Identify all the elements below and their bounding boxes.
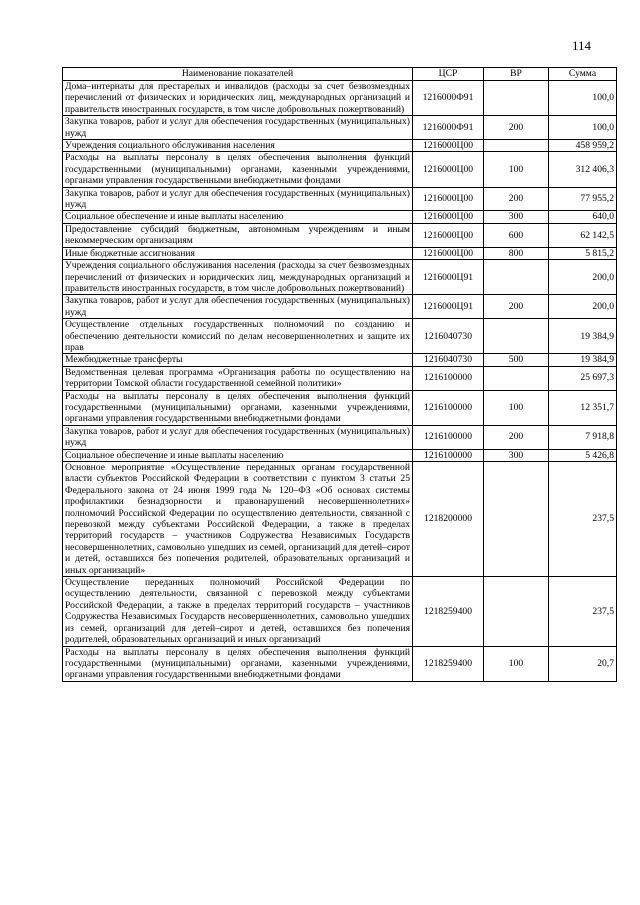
row-sum-cell: 312 406,3: [549, 152, 617, 187]
row-vr-cell: 200: [484, 425, 549, 449]
row-csr-cell: 1216000Ц00: [413, 247, 484, 259]
row-name-cell: Закупка товаров, работ и услуг для обеспечения государственных (муниципальных) нужд: [63, 295, 413, 319]
row-name-cell: Социальное обеспечение и иные выплаты населению: [63, 449, 413, 461]
row-name-cell: Основное мероприятие «Осуществление переданных органам государственной власти субъектов Российской Федерации в соответствии с пунктом 3 статьи 25 Федерального закона от 24 июня 1999 года № 120–ФЗ «Об основах системы профилактики безнадзорности и правонарушений несовершеннолетних» полномочий Российской Федерации по осуществлению деятельности, связанной с перевозкой между субъектами Российской Федерации, а также в пределах территорий государств – участников Содружества Независимых Государств несовершеннолетних, самовольно ушедших из семей, организаций для детей–сирот и детей, оставшихся без попечения родителей, образовательных организаций и иных организаций»: [63, 462, 413, 577]
row-sum-cell: 20,7: [549, 646, 617, 681]
table-row: [63, 295, 617, 319]
row-name-cell: Расходы на выплаты персоналу в целях обеспечения выполнения функций государственными (муниципальными) органами, казенными учреждениями, органами управления государственными внебюджетными фондами: [63, 152, 413, 187]
row-sum-cell: 62 142,5: [549, 223, 617, 247]
row-name-cell: Учреждения социального обслуживания населения (расходы за счет безвозмездных перечислений от физических и юридических лиц, международных организаций и правительств иностранных государств, в том числе добровольных пожертвований): [63, 260, 413, 295]
row-vr-cell: 100: [484, 152, 549, 187]
row-vr-cell: 300: [484, 449, 549, 461]
row-sum-cell: 640,0: [549, 211, 617, 223]
row-vr-cell: 200: [484, 116, 549, 140]
row-vr-cell: [484, 366, 549, 390]
table-row: [63, 390, 617, 425]
row-vr-cell: [484, 577, 549, 646]
table-row: [63, 366, 617, 390]
table-row: [63, 354, 617, 366]
row-name-cell: Социальное обеспечение и иные выплаты населению: [63, 211, 413, 223]
table-row: [63, 211, 617, 223]
row-vr-cell: 100: [484, 390, 549, 425]
row-vr-cell: 200: [484, 187, 549, 211]
budget-table: [62, 67, 617, 682]
table-row: [63, 462, 617, 577]
table-row: [63, 646, 617, 681]
row-vr-cell: 300: [484, 211, 549, 223]
row-name-cell: Закупка товаров, работ и услуг для обеспечения государственных (муниципальных) нужд: [63, 187, 413, 211]
row-csr-cell: 1216100000: [413, 425, 484, 449]
table-row: [63, 319, 617, 354]
row-csr-cell: 1216000Ц91: [413, 260, 484, 295]
row-vr-cell: 200: [484, 295, 549, 319]
row-csr-cell: 1216100000: [413, 390, 484, 425]
row-sum-cell: 12 351,7: [549, 390, 617, 425]
row-name-cell: Предоставление субсидий бюджетным, автономным учреждениям и иным некоммерческим организациям: [63, 223, 413, 247]
row-csr-cell: 1216000Ц91: [413, 295, 484, 319]
row-name-cell: Закупка товаров, работ и услуг для обеспечения государственных (муниципальных) нужд: [63, 116, 413, 140]
row-vr-cell: 800: [484, 247, 549, 259]
header-sum: Сумма: [549, 68, 617, 81]
row-sum-cell: 458 959,2: [549, 140, 617, 152]
row-csr-cell: 1216100000: [413, 449, 484, 461]
row-vr-cell: [484, 319, 549, 354]
row-vr-cell: 500: [484, 354, 549, 366]
row-name-cell: Расходы на выплаты персоналу в целях обеспечения выполнения функций государственными (муниципальными) органами, казенными учреждениями, органами управления государственными внебюджетными фондами: [63, 390, 413, 425]
row-name-cell: Дома–интернаты для престарелых и инвалидов (расходы за счет безвозмездных перечислений от физических и юридических лиц, международных организаций и правительств иностранных государств, в том числе добровольных пожертвований): [63, 81, 413, 116]
row-name-cell: Осуществление переданных полномочий Российской Федерации по осуществлению деятельности, связанной с перевозкой между субъектами Российской Федерации, а также в пределах территорий государств – участников Содружества Независимых Государств несовершеннолетних, самовольно ушедших из семей, организаций для детей–сирот и детей, оставшихся без попечения родителей, образовательных организаций и иных организаций: [63, 577, 413, 646]
table-row: [63, 247, 617, 259]
row-sum-cell: 100,0: [549, 116, 617, 140]
row-csr-cell: 1216000Ц00: [413, 187, 484, 211]
table-row: [63, 116, 617, 140]
row-csr-cell: 1218259400: [413, 646, 484, 681]
row-vr-cell: 100: [484, 646, 549, 681]
row-csr-cell: 1216000Ц00: [413, 211, 484, 223]
row-name-cell: Иные бюджетные ассигнования: [63, 247, 413, 259]
row-sum-cell: 5 815,2: [549, 247, 617, 259]
header-csr: ЦСР: [413, 68, 484, 81]
row-sum-cell: 19 384,9: [549, 354, 617, 366]
table-row: [63, 449, 617, 461]
row-vr-cell: [484, 140, 549, 152]
row-csr-cell: 1216000Ц00: [413, 152, 484, 187]
row-csr-cell: 1216000Ц00: [413, 223, 484, 247]
row-csr-cell: 1216000Ф91: [413, 81, 484, 116]
table-row: [63, 152, 617, 187]
row-sum-cell: 25 697,3: [549, 366, 617, 390]
header-vr: ВР: [484, 68, 549, 81]
row-name-cell: Ведомственная целевая программа «Организация работы по осуществлению на территории Томской области государственной семейной политики»: [63, 366, 413, 390]
table-row: [63, 81, 617, 116]
table-body: [63, 81, 617, 682]
table-row: [63, 140, 617, 152]
table-header-row: [63, 68, 617, 81]
row-sum-cell: 5 426,8: [549, 449, 617, 461]
row-vr-cell: [484, 260, 549, 295]
row-csr-cell: 1218259400: [413, 577, 484, 646]
table-row: [63, 260, 617, 295]
row-csr-cell: 1218200000: [413, 462, 484, 577]
row-csr-cell: 1216040730: [413, 354, 484, 366]
row-sum-cell: 237,5: [549, 462, 617, 577]
row-sum-cell: 100,0: [549, 81, 617, 116]
table-row: [63, 187, 617, 211]
row-csr-cell: 1216100000: [413, 366, 484, 390]
row-sum-cell: 200,0: [549, 260, 617, 295]
row-vr-cell: [484, 462, 549, 577]
row-name-cell: Закупка товаров, работ и услуг для обеспечения государственных (муниципальных) нужд: [63, 425, 413, 449]
row-name-cell: Расходы на выплаты персоналу в целях обеспечения выполнения функций государственными (муниципальными) органами, казенными учреждениями, органами управления государственными внебюджетными фондами: [63, 646, 413, 681]
row-name-cell: Учреждения социального обслуживания населения: [63, 140, 413, 152]
row-csr-cell: 1216040730: [413, 319, 484, 354]
row-sum-cell: 7 918,8: [549, 425, 617, 449]
table-row: [63, 425, 617, 449]
header-name: Наименование показателей: [63, 68, 413, 81]
row-name-cell: Осуществление отдельных государственных полномочий по созданию и обеспечению деятельности комиссий по делам несовершеннолетних и защите их прав: [63, 319, 413, 354]
row-name-cell: Межбюджетные трансферты: [63, 354, 413, 366]
table-row: [63, 223, 617, 247]
row-sum-cell: 200,0: [549, 295, 617, 319]
row-sum-cell: 19 384,9: [549, 319, 617, 354]
row-csr-cell: 1216000Ф91: [413, 116, 484, 140]
row-csr-cell: 1216000Ц00: [413, 140, 484, 152]
row-sum-cell: 77 955,2: [549, 187, 617, 211]
row-vr-cell: 600: [484, 223, 549, 247]
row-sum-cell: 237,5: [549, 577, 617, 646]
page-number: 114: [572, 38, 592, 53]
row-vr-cell: [484, 81, 549, 116]
table-row: [63, 577, 617, 646]
